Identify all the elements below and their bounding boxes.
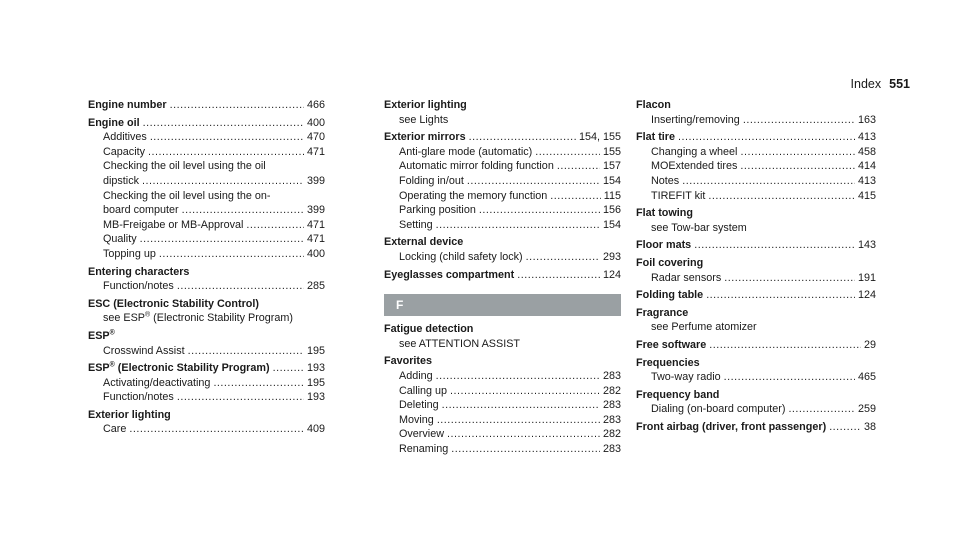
entry-text: MB-Freigabe or MB-Approval	[103, 218, 244, 231]
entry-text: Flat towing	[636, 207, 693, 220]
page-reference[interactable]: 414	[857, 160, 876, 173]
index-subentry[interactable]	[384, 398, 621, 413]
index-subentry[interactable]	[88, 279, 325, 294]
index-entry	[636, 98, 876, 113]
index-subentry[interactable]	[88, 174, 325, 189]
leader-dots	[557, 159, 600, 174]
page-reference[interactable]: 399	[306, 204, 325, 217]
entry-text: Fragrance	[636, 306, 689, 319]
entry-text: Floor mats	[636, 239, 692, 252]
entry-text: Favorites	[384, 355, 433, 368]
entry-text: Overview	[399, 428, 444, 441]
entry-text: see Lights	[399, 113, 449, 126]
index-subentry[interactable]	[88, 218, 325, 233]
leader-dots	[724, 370, 855, 385]
leader-dots	[550, 189, 601, 204]
entry-text: ESP® (Electronic Stability Program)	[88, 361, 270, 375]
entry-text: see Tow-bar system	[651, 221, 747, 234]
index-entry[interactable]	[384, 268, 621, 283]
entry-text: see ATTENTION ASSIST	[399, 337, 520, 350]
page-reference[interactable]: 163	[857, 113, 876, 126]
entry-text: Checking the oil level using the on-	[103, 189, 271, 202]
entry-text: Frequency band	[636, 388, 720, 401]
entry-text: Flacon	[636, 99, 671, 111]
leader-dots	[273, 361, 304, 376]
index-subentry[interactable]	[384, 442, 621, 457]
leader-dots	[829, 420, 861, 435]
leader-dots	[479, 203, 600, 218]
page-reference[interactable]: 413	[857, 174, 876, 187]
page-reference[interactable]: 157	[602, 160, 621, 173]
index-entry	[88, 265, 325, 280]
page-reference[interactable]: 470	[306, 131, 325, 144]
page-reference[interactable]: 195	[306, 376, 325, 389]
index-subentry	[636, 320, 876, 335]
index-entry[interactable]	[636, 420, 876, 435]
index-subentry	[88, 189, 325, 204]
index-entry	[88, 329, 325, 344]
page-reference[interactable]: 283	[602, 369, 621, 382]
page-reference[interactable]: 471	[306, 218, 325, 231]
index-subentry[interactable]	[88, 422, 325, 437]
index-subentry	[384, 337, 621, 352]
page-reference[interactable]: 415	[857, 189, 876, 202]
entry-text: ESC (Electronic Stability Control)	[88, 297, 259, 310]
index-entry[interactable]	[636, 238, 876, 253]
entry-text: Additives	[103, 131, 147, 144]
index-subentry[interactable]	[88, 145, 325, 160]
page-reference[interactable]: 154	[602, 174, 621, 187]
leader-dots	[213, 376, 304, 391]
entry-text: External device	[384, 236, 464, 249]
entry-text: Renaming	[399, 442, 449, 455]
entry-text: Fatigue detection	[384, 323, 474, 336]
index-entry	[636, 206, 876, 221]
leader-dots	[788, 402, 855, 417]
leader-dots	[517, 268, 600, 283]
entry-text: Function/notes	[103, 280, 174, 293]
entry-text: Anti-glare mode (automatic)	[399, 145, 533, 158]
page-reference[interactable]: 465	[857, 371, 876, 384]
entry-text: Care	[103, 423, 127, 436]
leader-dots	[743, 113, 855, 128]
entry-text: MOExtended tires	[651, 160, 738, 173]
page-reference[interactable]: 458	[857, 145, 876, 158]
page-reference[interactable]: 154, 155	[578, 131, 621, 144]
entry-text: Exterior lighting	[384, 99, 467, 111]
page-reference[interactable]: 193	[306, 362, 325, 375]
index-subentry[interactable]	[384, 159, 621, 174]
index-entry	[384, 235, 621, 250]
index-subentry[interactable]	[384, 384, 621, 399]
page-reference[interactable]: 143	[857, 239, 876, 252]
index-subentry[interactable]	[88, 376, 325, 391]
entry-text: Notes	[651, 174, 680, 187]
page-reference[interactable]: 282	[602, 384, 621, 397]
leader-dots	[467, 174, 600, 189]
leader-dots	[182, 203, 304, 218]
index-subentry[interactable]	[88, 232, 325, 247]
index-entry[interactable]	[88, 116, 325, 131]
page-reference[interactable]: 155	[602, 145, 621, 158]
entry-text: Locking (child safety lock)	[399, 250, 523, 263]
index-subentry[interactable]	[384, 218, 621, 233]
index-entry	[384, 354, 621, 369]
leader-dots	[177, 279, 304, 294]
entry-text: Parking position	[399, 204, 476, 217]
index-entry[interactable]	[384, 130, 621, 145]
page-reference[interactable]: 283	[602, 442, 621, 455]
entry-text: ESP®	[88, 329, 115, 342]
page-reference[interactable]: 124	[602, 268, 621, 281]
page-number: 551	[889, 77, 910, 91]
entry-text: Exterior lighting	[88, 408, 171, 421]
entry-text: Folding in/out	[399, 174, 464, 187]
page-reference[interactable]: 293	[602, 250, 621, 263]
page-reference[interactable]: 409	[306, 423, 325, 436]
leader-dots	[678, 130, 855, 145]
index-subentry	[636, 221, 876, 236]
leader-dots	[148, 145, 304, 160]
entry-text: board computer	[103, 204, 179, 217]
index-subentry[interactable]	[384, 203, 621, 218]
entry-text: Entering characters	[88, 265, 190, 278]
entry-text: Changing a wheel	[651, 145, 738, 158]
page-reference[interactable]: 191	[857, 271, 876, 284]
entry-text: Adding	[399, 369, 433, 382]
index-subentry[interactable]	[88, 203, 325, 218]
index-subentry[interactable]	[636, 189, 876, 204]
header-label: Index	[850, 77, 882, 91]
index-entry[interactable]	[88, 361, 325, 376]
entry-text: dipstick	[103, 174, 140, 187]
leader-dots	[177, 390, 304, 405]
entry-text: Moving	[399, 413, 434, 426]
page-reference[interactable]: 38	[863, 420, 876, 433]
leader-dots	[526, 250, 600, 265]
page-reference[interactable]: 29	[863, 338, 876, 351]
index-entry	[88, 297, 325, 312]
page-reference[interactable]: 471	[306, 145, 325, 158]
index-subentry	[88, 159, 325, 174]
entry-text: Activating/deactivating	[103, 376, 211, 389]
index-subentry[interactable]	[384, 174, 621, 189]
leader-dots	[706, 288, 855, 303]
leader-dots	[709, 338, 861, 353]
index-subentry[interactable]	[636, 370, 876, 385]
index-subentry[interactable]	[636, 271, 876, 286]
leader-dots	[682, 174, 855, 189]
leader-dots	[140, 232, 304, 247]
entry-text: Exterior mirrors	[384, 131, 466, 144]
entry-text: Radar sensors	[651, 271, 722, 284]
index-entry[interactable]	[88, 98, 325, 113]
leader-dots	[450, 384, 600, 399]
index-entry	[384, 322, 621, 337]
leader-dots	[740, 145, 855, 160]
index-subentry[interactable]	[88, 130, 325, 145]
leader-dots	[129, 422, 304, 437]
entry-text: Automatic mirror folding function	[399, 160, 554, 173]
index-subentry[interactable]	[88, 390, 325, 405]
entry-text: Dialing (on-board computer)	[651, 403, 786, 416]
page-reference[interactable]: 400	[306, 116, 325, 129]
entry-text: Operating the memory function	[399, 189, 548, 202]
entry-text: Checking the oil level using the oil	[103, 160, 266, 173]
leader-dots	[740, 159, 855, 174]
page-reference[interactable]: 471	[306, 233, 325, 246]
leader-dots	[535, 145, 600, 160]
index-entry	[636, 256, 876, 271]
index-entry	[636, 306, 876, 321]
leader-dots	[436, 218, 600, 233]
index-subentry	[384, 113, 621, 128]
leader-dots	[708, 189, 855, 204]
entry-text: Capacity	[103, 145, 146, 158]
page-reference[interactable]: 124	[857, 289, 876, 302]
page-reference[interactable]: 115	[603, 189, 621, 202]
index-subentry[interactable]	[636, 159, 876, 174]
leader-dots	[442, 398, 600, 413]
index-entry[interactable]	[636, 130, 876, 145]
page-reference[interactable]: 156	[602, 204, 621, 217]
entry-text: Setting	[399, 218, 433, 231]
entry-text: Topping up	[103, 247, 156, 260]
section-letter: F	[384, 294, 621, 316]
page-reference[interactable]: 399	[306, 174, 325, 187]
entry-text: see Perfume atomizer	[651, 321, 757, 334]
entry-text: Front airbag (driver, front passenger)	[636, 420, 827, 433]
index-column-3	[636, 98, 876, 434]
leader-dots	[724, 271, 855, 286]
entry-text: Foil covering	[636, 256, 704, 269]
entry-text: Inserting/removing	[651, 113, 740, 126]
entry-text: Engine number	[88, 99, 167, 111]
index-subentry[interactable]	[384, 413, 621, 428]
entry-text: Function/notes	[103, 391, 174, 404]
leader-dots	[436, 369, 600, 384]
index-column-1	[88, 98, 325, 437]
leader-dots	[437, 413, 600, 428]
entry-text: Quality	[103, 233, 137, 246]
leader-dots	[447, 427, 600, 442]
page-reference[interactable]: 400	[306, 247, 325, 260]
page-reference[interactable]: 283	[602, 413, 621, 426]
page-reference[interactable]: 413	[857, 131, 876, 144]
entry-text: Frequencies	[636, 356, 700, 369]
entry-text: Folding table	[636, 289, 704, 302]
entry-text: Engine oil	[88, 116, 140, 129]
index-entry	[636, 388, 876, 403]
index-entry[interactable]	[636, 288, 876, 303]
entry-text: Crosswind Assist	[103, 344, 185, 357]
index-entry	[636, 356, 876, 371]
leader-dots	[451, 442, 600, 457]
page-reference[interactable]: 195	[306, 344, 325, 357]
index-subentry[interactable]	[384, 369, 621, 384]
page-header	[851, 77, 910, 91]
leader-dots	[143, 116, 304, 131]
entry-text: Eyeglasses compartment	[384, 268, 515, 281]
entry-text: TIREFIT kit	[651, 189, 706, 202]
page-reference[interactable]: 466	[306, 99, 325, 111]
index-subentry[interactable]	[636, 113, 876, 128]
page-reference[interactable]: 154	[602, 218, 621, 231]
index-column-2	[384, 98, 621, 456]
index-subentry[interactable]	[636, 402, 876, 417]
leader-dots	[469, 130, 576, 145]
index-entry	[88, 408, 325, 423]
page-reference[interactable]: 282	[602, 428, 621, 441]
leader-dots	[246, 218, 304, 233]
index-subentry[interactable]	[88, 247, 325, 262]
leader-dots	[150, 130, 304, 145]
index-subentry[interactable]	[636, 145, 876, 160]
index-subentry[interactable]	[384, 427, 621, 442]
page-reference[interactable]: 259	[857, 403, 876, 416]
leader-dots	[142, 174, 304, 189]
leader-dots	[694, 238, 855, 253]
index-entry	[384, 98, 621, 113]
index-subentry[interactable]	[636, 174, 876, 189]
entry-text: Flat tire	[636, 131, 675, 144]
entry-text: Calling up	[399, 384, 448, 397]
index-entry[interactable]	[636, 338, 876, 353]
page-reference[interactable]: 285	[306, 280, 325, 293]
index-subentry[interactable]	[88, 344, 325, 359]
index-subentry[interactable]	[384, 145, 621, 160]
page-reference[interactable]: 283	[602, 399, 621, 412]
index-subentry[interactable]	[384, 250, 621, 265]
leader-dots	[188, 344, 304, 359]
entry-text: Deleting	[399, 399, 439, 412]
index-subentry	[88, 311, 325, 326]
leader-dots	[170, 98, 304, 113]
entry-text: Free software	[636, 338, 707, 351]
page-reference[interactable]: 193	[306, 391, 325, 404]
leader-dots	[159, 247, 304, 262]
entry-text: see ESP® (Electronic Stability Program)	[103, 311, 293, 325]
index-subentry[interactable]	[384, 189, 621, 204]
entry-text: Two-way radio	[651, 371, 721, 384]
